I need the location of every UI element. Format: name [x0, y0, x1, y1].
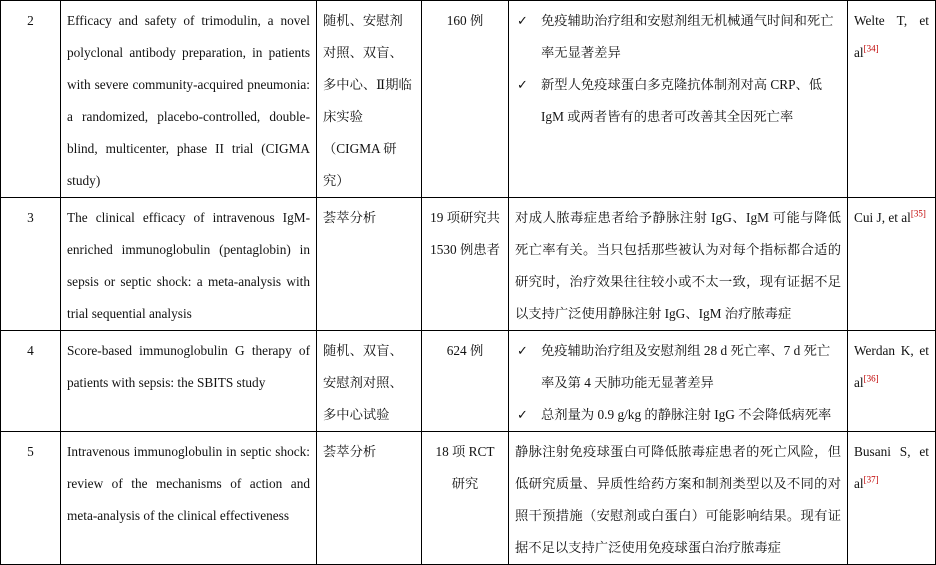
row-number: 2	[1, 1, 61, 198]
study-design: 荟萃分析	[317, 432, 422, 565]
findings-list	[515, 335, 841, 431]
reference	[848, 198, 936, 331]
reference	[848, 432, 936, 565]
sample-size: 19 项研究共 1530 例患者	[422, 198, 509, 331]
study-title: Score-based immunoglobulin G therapy of patients with sepsis: the SBITS study	[61, 331, 317, 432]
sample-size: 160 例	[422, 1, 509, 198]
table-row	[1, 432, 936, 565]
study-result	[509, 331, 848, 432]
table-row	[1, 1, 936, 198]
study-result	[509, 1, 848, 198]
row-number: 4	[1, 331, 61, 432]
study-design: 随机、双盲、安慰剂对照、多中心试验	[317, 331, 422, 432]
citation-marker[interactable]: [35]	[910, 208, 926, 219]
reference-author: Welte T, et al	[854, 13, 929, 60]
check-icon: ✓	[517, 77, 528, 92]
study-result: 静脉注射免疫球蛋白可降低脓毒症患者的死亡风险，但低研究质量、异质性给药方案和制剂类型以及不同的对照干预措施（安慰剂或白蛋白）可能影响结果。现有证据不足以支持广泛使用免疫球蛋白治疗脓毒症	[509, 432, 848, 565]
row-number: 5	[1, 432, 61, 565]
finding-item	[515, 399, 841, 431]
finding-text: 免疫辅助治疗组和安慰剂组无机械通气时间和死亡率无显著差异	[541, 13, 834, 60]
sample-size: 18 项 RCT 研究	[422, 432, 509, 565]
citation-marker[interactable]: [34]	[863, 43, 879, 54]
finding-item	[515, 69, 841, 133]
check-icon: ✓	[517, 13, 528, 28]
reference	[848, 1, 936, 198]
reference-author: Werdan K, et al	[854, 343, 929, 390]
sample-size: 624 例	[422, 331, 509, 432]
study-design: 随机、安慰剂对照、双盲、多中心、Ⅱ期临床实验（CIGMA 研究）	[317, 1, 422, 198]
finding-text: 新型人免疫球蛋白多克隆抗体制剂对高 CRP、低 IgM 或两者皆有的患者可改善其全因死亡率	[541, 77, 823, 124]
finding-text: 免疫辅助治疗组及安慰剂组 28 d 死亡率、7 d 死亡率及第 4 天肺功能无显著差异	[541, 343, 831, 390]
row-number: 3	[1, 198, 61, 331]
reference-author: Cui J, et al	[854, 210, 911, 225]
reference	[848, 331, 936, 432]
study-result: 对成人脓毒症患者给予静脉注射 IgG、IgM 可能与降低死亡率有关。当只包括那些被认为对每个指标都合适的研究时，治疗效果往往较小或不太一致，现有证据不足以支持广泛使用静脉注射 IgG、IgM 治疗脓毒症	[509, 198, 848, 331]
finding-item	[515, 5, 841, 69]
reference-author: Busani S, et al	[854, 444, 929, 491]
table-row	[1, 331, 936, 432]
citation-marker[interactable]: [37]	[863, 474, 879, 485]
table-row	[1, 198, 936, 331]
citation-marker[interactable]: [36]	[863, 373, 879, 384]
study-title: Efficacy and safety of trimodulin, a novel polyclonal antibody preparation, in patients with severe community-acquired pneumonia: a randomized, placebo-controlled, double-blind, multicenter, phase II trial (CIGMA study)	[61, 1, 317, 198]
check-icon: ✓	[517, 343, 528, 358]
study-title: The clinical efficacy of intravenous IgM-enriched immunoglobulin (pentaglobin) in sepsis or septic shock: a meta-analysis with trial sequential analysis	[61, 198, 317, 331]
finding-text: 总剂量为 0.9 g/kg 的静脉注射 IgG 不会降低病死率	[541, 407, 832, 422]
study-title: Intravenous immunoglobulin in septic shock: review of the mechanisms of action and meta-analysis of the clinical effectiveness	[61, 432, 317, 565]
check-icon: ✓	[517, 407, 528, 422]
study-design: 荟萃分析	[317, 198, 422, 331]
findings-list	[515, 5, 841, 133]
finding-item	[515, 335, 841, 399]
